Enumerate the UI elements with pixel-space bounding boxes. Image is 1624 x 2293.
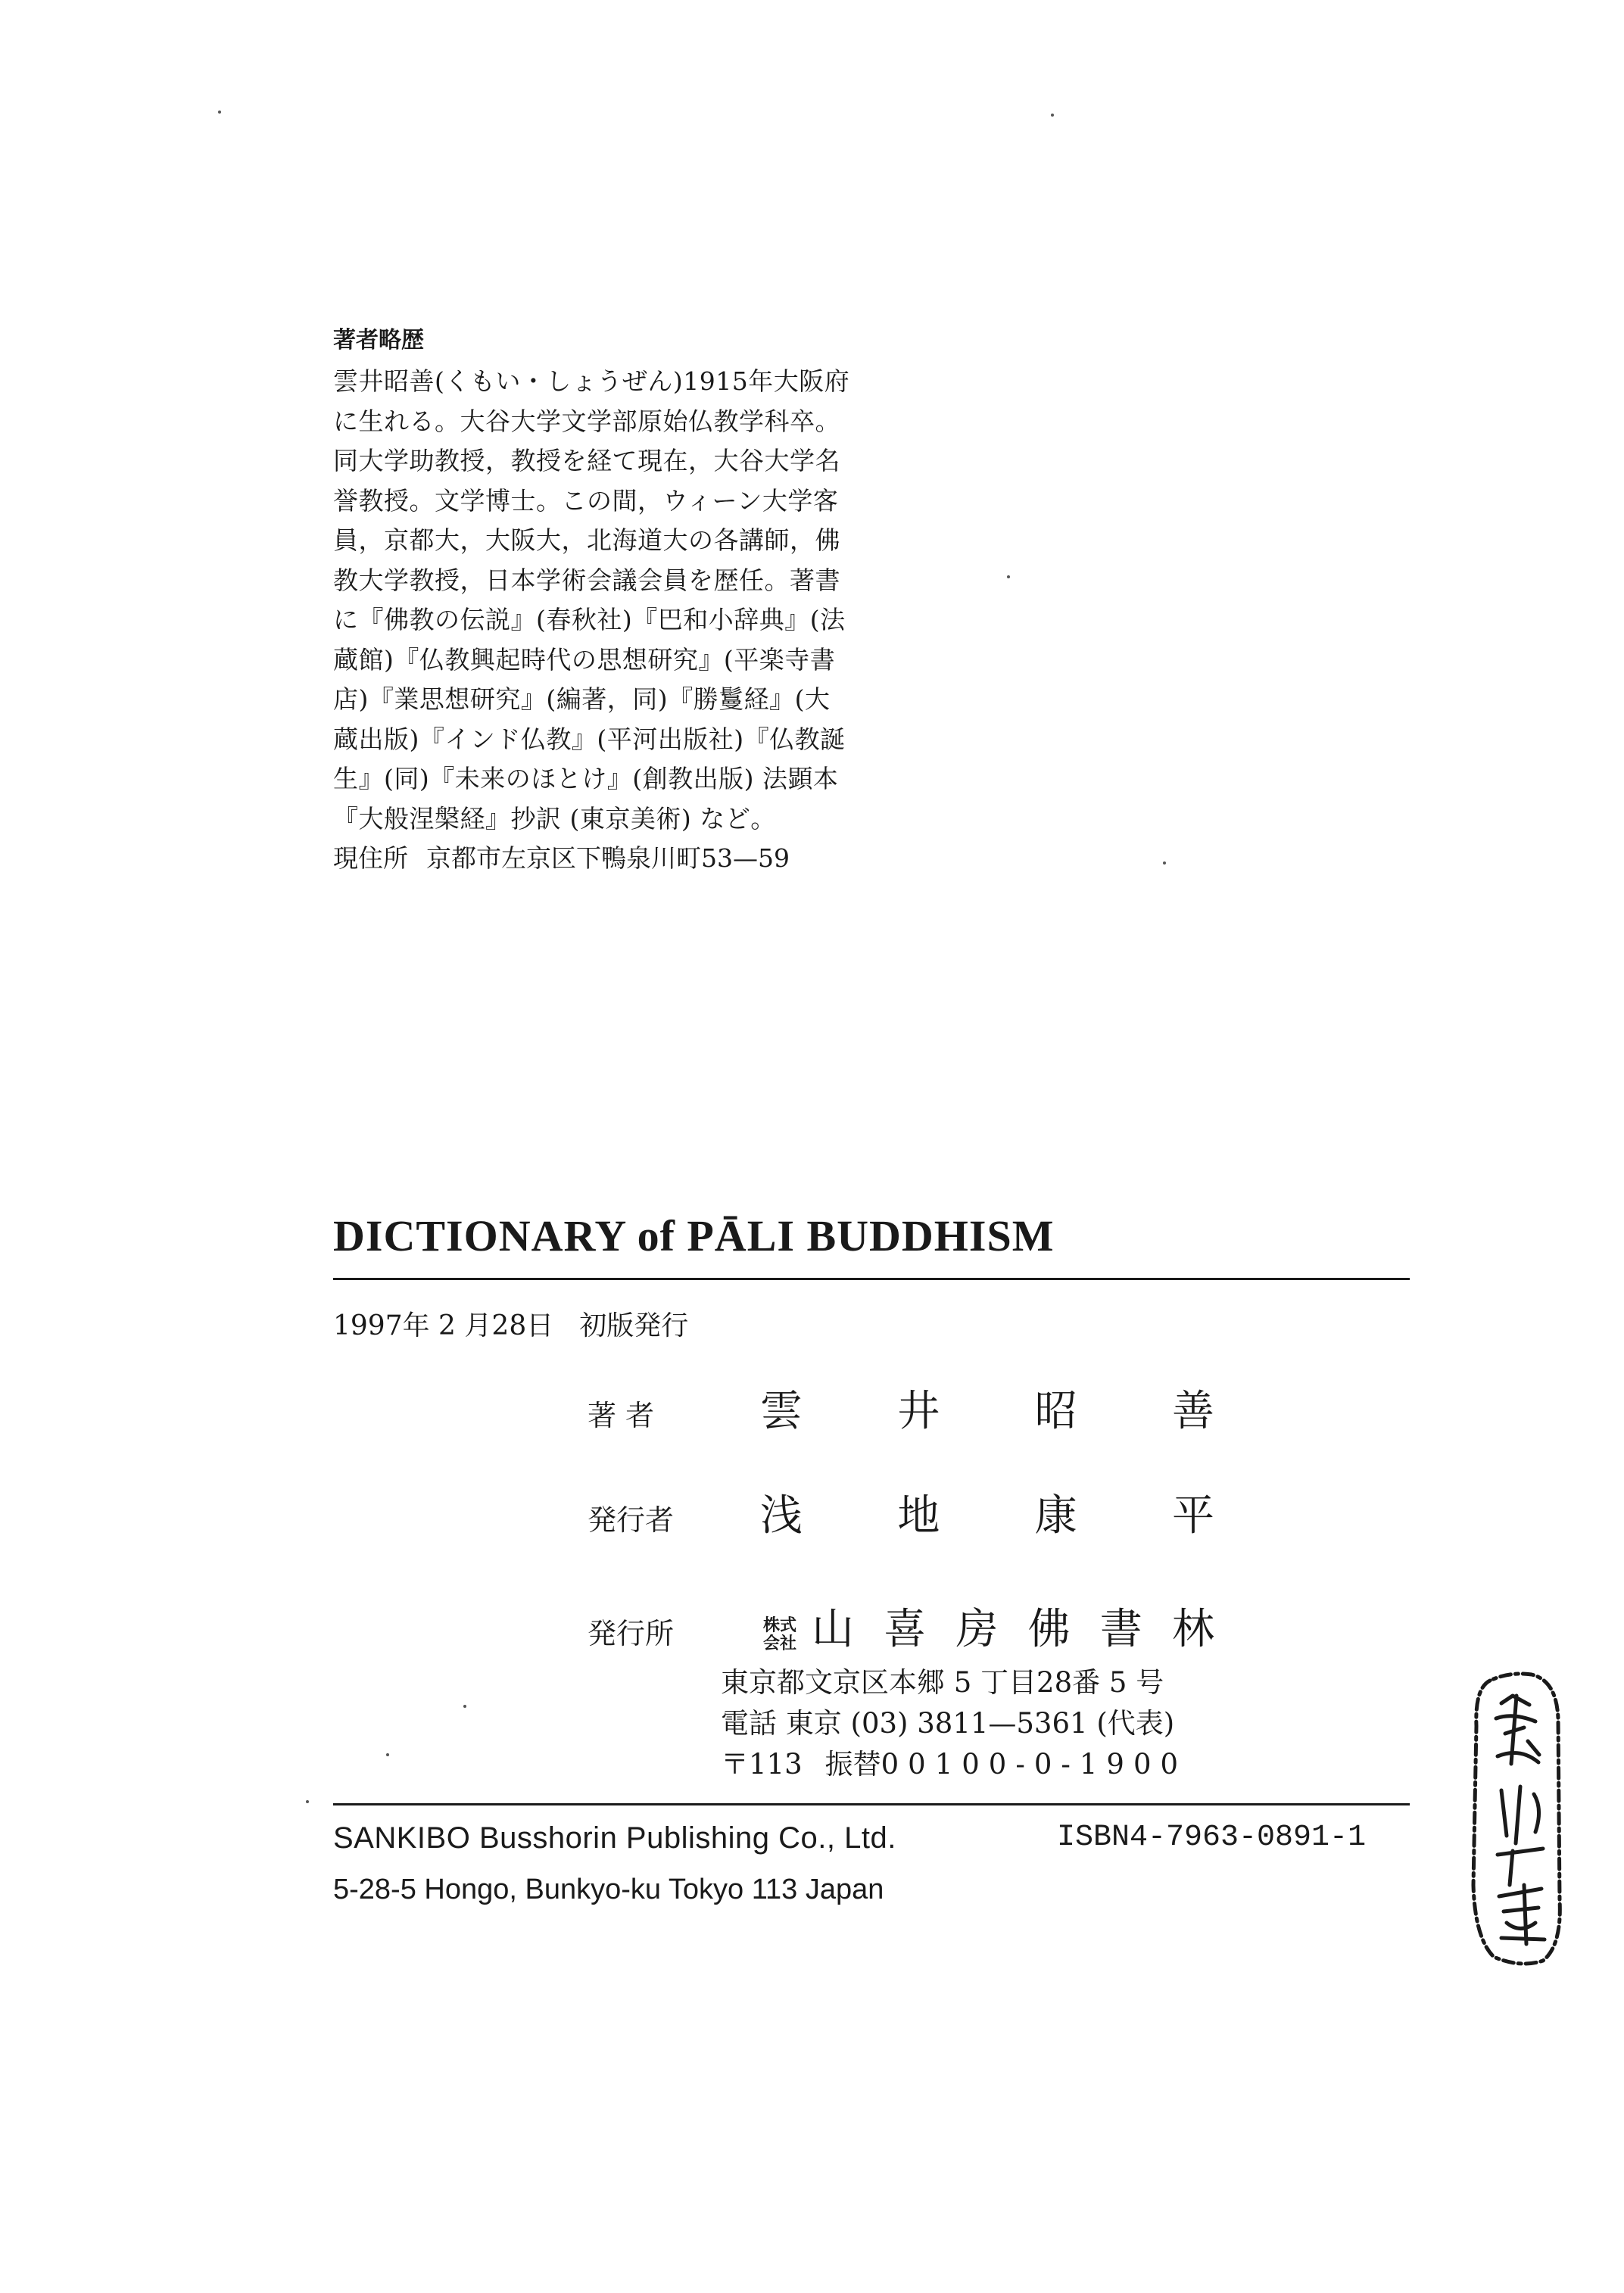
issuer-name-char: 平 (1171, 1491, 1214, 1541)
postal-code: 〒113 (721, 1748, 803, 1781)
publisher-name-char: 喜 (884, 1605, 927, 1654)
biography-line: 教大学教授，日本学術会議会員を歴任。著書 (333, 565, 840, 595)
address-value: 京都市左京区下鴨泉川町53—59 (426, 843, 790, 873)
biography-heading: 著者略歴 (333, 327, 424, 354)
author-name-char: 井 (897, 1387, 940, 1436)
company-mark-line: 会社 (762, 1634, 796, 1653)
edition-label: 初版発行 (579, 1310, 689, 1341)
scan-speck (386, 1753, 389, 1756)
address-label: 現住所 (333, 843, 408, 873)
colophon-rule (333, 1803, 1410, 1805)
publisher-name-char: 房 (955, 1605, 999, 1654)
biography-line: 蔵出版)『インド仏教』(平河出版社)『仏教誕 (333, 724, 846, 754)
author-name (760, 1385, 1214, 1438)
furikae-number: 00100-0-1900 (881, 1748, 1188, 1781)
biography-line: 誉教授。文学博士。この間，ウィーン大学客 (333, 485, 839, 516)
author-biography (333, 326, 939, 879)
publisher-label: 発行所 (588, 1617, 675, 1650)
current-address (333, 839, 939, 879)
biography-line: 員，京都大，大阪大，北海道大の各講師，佛 (333, 525, 840, 555)
publisher-name-char: 佛 (1027, 1605, 1071, 1654)
biography-line: に生れる。大谷大学文学部原始仏教学科卒。 (333, 406, 840, 436)
scan-speck (1007, 575, 1010, 578)
biography-line: 雲井昭善(くもい・しょうぜん)1915年大阪府 (333, 366, 850, 396)
scan-speck (218, 111, 221, 114)
scan-speck (463, 1705, 466, 1708)
scan-speck (1163, 861, 1166, 865)
publisher-row (588, 1596, 1413, 1656)
author-name-char: 昭 (1034, 1387, 1077, 1436)
biography-line: 蔵館)『仏教興起時代の思想研究』(平楽寺書 (333, 644, 836, 675)
biography-line: 『大般涅槃経』抄訳 (東京美術) など。 (333, 803, 776, 833)
publisher-name-char: 山 (812, 1605, 854, 1654)
publisher-name-char: 書 (1099, 1605, 1142, 1654)
author-label: 著 者 (588, 1399, 655, 1432)
issuer-name-char: 康 (1034, 1491, 1077, 1541)
scan-speck (306, 1800, 309, 1803)
issuer-label: 発行者 (588, 1503, 675, 1537)
author-name-char: 雲 (760, 1387, 803, 1436)
publisher-english-name: SANKIBO Busshorin Publishing Co., Ltd. (333, 1821, 896, 1855)
publisher-name (812, 1603, 1214, 1656)
isbn: ISBN4-7963-0891-1 (1057, 1821, 1367, 1855)
issuer-name-char: 地 (897, 1491, 940, 1541)
biography-line: に『佛教の伝説』(春秋社)『巴和小辞典』(法 (333, 605, 846, 634)
issuer-row (588, 1482, 1413, 1543)
publisher-name-char: 林 (1171, 1605, 1214, 1654)
publisher-postal-line (721, 1744, 1187, 1785)
issuer-name-char: 浅 (760, 1491, 803, 1541)
biography-line: 店)『業思想研究』(編著，同)『勝鬘経』(大 (333, 684, 831, 714)
publisher-phone: 電話 東京 (03) 3811—5361 (代表) (721, 1707, 1175, 1740)
scan-speck (1051, 114, 1054, 117)
seal-stamp-icon (1460, 1658, 1573, 1976)
furikae-label: 振替 (824, 1748, 881, 1781)
company-mark-line: 株式 (762, 1616, 796, 1635)
publisher-address: 東京都文京区本郷 5 丁目28番 5 号 (721, 1666, 1164, 1699)
issuer-name (760, 1490, 1214, 1543)
publisher-english-address: 5-28-5 Hongo, Bunkyo-ku Tokyo 113 Japan (333, 1874, 884, 1905)
publication-date-line (333, 1308, 688, 1344)
biography-line: 同大学助教授，教授を経て現在，大谷大学名 (333, 446, 840, 475)
author-row (588, 1378, 1413, 1438)
company-mark (762, 1617, 798, 1653)
publication-date: 1997年 2 月28日 (333, 1310, 554, 1341)
author-name-char: 善 (1171, 1387, 1214, 1436)
book-title: DICTIONARY of PĀLI BUDDHISM (333, 1211, 1055, 1260)
biography-line: 生』(同)『未来のほとけ』(創教出版) 法顕本 (333, 764, 839, 793)
title-rule (333, 1278, 1410, 1280)
